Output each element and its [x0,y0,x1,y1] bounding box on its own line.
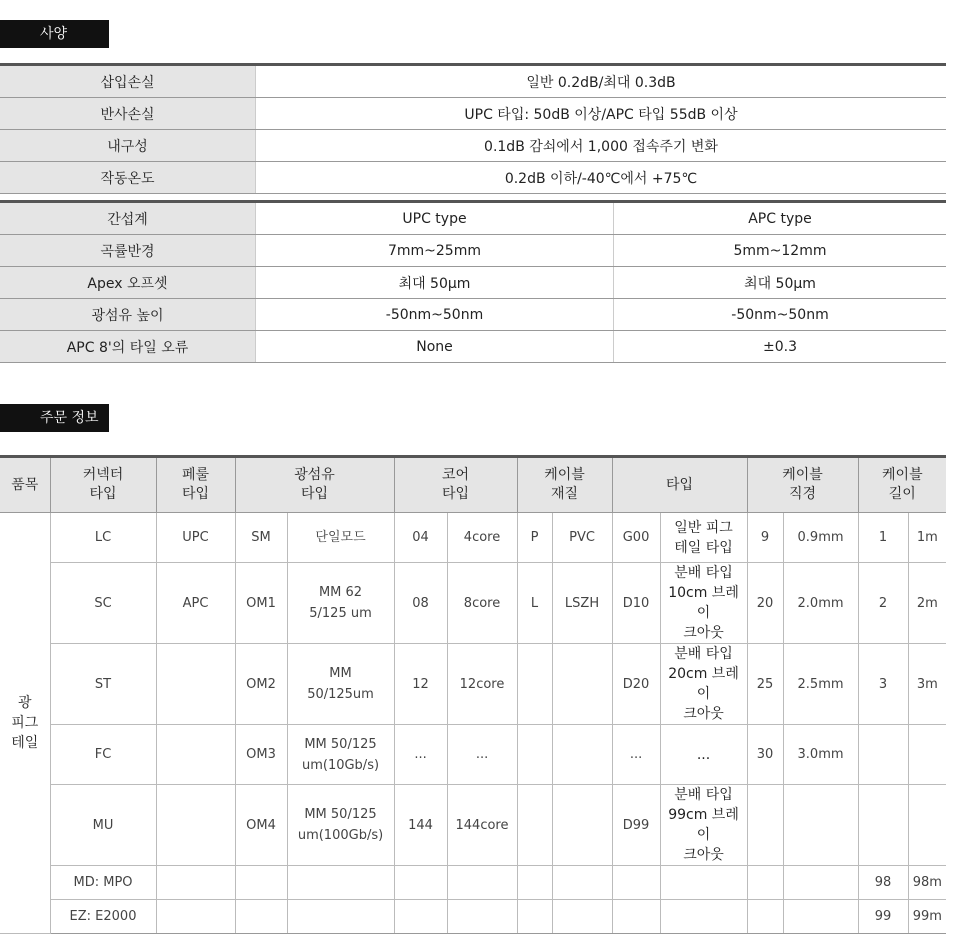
spec-row [0,162,946,194]
cell-len-name [908,866,946,900]
cell-len-name [908,785,946,866]
cell-text: APC [182,595,209,611]
cell-fiber-code [235,563,287,644]
cell-core-name [447,725,517,785]
cell-dia-code [747,644,783,725]
cell-mat-code [517,900,552,934]
cell-text: 99m [912,909,942,924]
cell-connector [50,513,156,563]
cell-core-code [394,563,447,644]
cell-text: 3.0mm [797,747,844,762]
spec-row [0,299,946,331]
cell-fiber-name [287,785,394,866]
cell-text: SM [251,530,271,545]
cell-text: 9 [760,530,770,545]
cell-type-name [660,866,747,900]
spec-label: 내구성 [0,130,256,162]
cell-text: MM 62 5/125 um [309,585,372,621]
cell-type-name [660,563,747,644]
cell-ferrule [156,644,235,725]
cell-len-code [858,866,908,900]
order-row [0,513,946,563]
cell-dia-code [747,900,783,934]
cell-text: 12core [459,676,505,692]
cell-dia-code [747,563,783,644]
cell-ferrule [156,725,235,785]
cell-len-name [908,563,946,644]
cell-dia-name [783,644,858,725]
cell-type-code [612,644,660,725]
cell-text: 30 [756,747,774,762]
cell-text: 3 [878,676,888,692]
spec-upc-value: 최대 50μm [256,267,614,299]
spec-row [0,98,946,130]
header-material: 케이블 재질 [517,457,612,513]
order-row [0,866,946,900]
cell-core-code [394,725,447,785]
cell-ferrule [156,513,235,563]
cell-core-name [447,900,517,934]
cell-text: 일반 피그 테일 타입 [674,519,733,556]
spec-table-interferometer [0,200,946,363]
cell-text: D20 [622,676,650,692]
cell-dia-code [747,785,783,866]
cell-type-code [612,866,660,900]
cell-text: MM 50/125 um(10Gb/s) [301,736,380,773]
spec-upc-value: UPC type [256,202,614,235]
cell-text: 3m [916,676,938,692]
cell-text: ... [629,747,643,762]
spec-label: 간섭계 [0,202,256,235]
spec-value: 0.1dB 감쇠에서 1,000 접속주기 변화 [256,130,947,162]
spec-upc-value: 7mm~25mm [256,235,614,267]
cell-ferrule [156,900,235,934]
cell-core-name [447,785,517,866]
cell-fiber-code [235,644,287,725]
cell-connector [50,866,156,900]
cell-text: ST [94,676,112,692]
cell-fiber-name [287,644,394,725]
cell-type-name [660,900,747,934]
cell-mat-name [552,563,612,644]
cell-mat-code [517,644,552,725]
cell-core-name [447,866,517,900]
order-section-title: 주문 정보 [0,404,109,432]
cell-text: 98 [874,875,892,890]
cell-fiber-name [287,866,394,900]
cell-text: EZ: E2000 [69,909,137,924]
order-row [0,725,946,785]
spec-section-title: 사양 [0,20,109,48]
cell-core-code [394,513,447,563]
cell-text: D99 [622,817,650,833]
header-ferrule: 페룰 타입 [156,457,235,513]
cell-len-code [858,725,908,785]
cell-text: SC [94,595,112,611]
cell-text: OM1 [246,595,276,611]
cell-fiber-code [235,513,287,563]
cell-mat-code [517,785,552,866]
spec-apc-value: 5mm~12mm [614,235,947,267]
cell-connector [50,785,156,866]
cell-text: 20 [756,595,774,611]
cell-dia-name [783,725,858,785]
cell-text: D10 [622,595,650,611]
cell-text: ... [696,746,711,763]
cell-text: 2m [916,595,938,611]
cell-text: 144 [408,817,433,833]
cell-mat-code [517,866,552,900]
cell-text: ... [414,747,427,762]
cell-dia-name [783,785,858,866]
cell-text: MM 50/125um [307,666,374,702]
cell-text: ... [475,747,489,762]
spec-label: Apex 오프셋 [0,267,256,299]
order-row [0,644,946,725]
cell-dia-name [783,513,858,563]
cell-connector [50,725,156,785]
cell-text: 4core [463,530,501,545]
cell-text: 08 [412,595,429,611]
cell-fiber-name [287,725,394,785]
header-product: 품목 [0,457,50,513]
spec-row [0,65,946,98]
cell-dia-code [747,513,783,563]
cell-text: 99 [874,909,892,924]
cell-text: L [530,595,539,611]
cell-text: LC [94,530,112,545]
cell-type-code [612,563,660,644]
cell-text: 8core [463,595,501,611]
spec-label: 곡률반경 [0,235,256,267]
cell-fiber-code [235,866,287,900]
cell-len-name [908,725,946,785]
cell-len-code [858,563,908,644]
cell-mat-name [552,644,612,725]
spec-label: 광섬유 높이 [0,299,256,331]
cell-len-name [908,513,946,563]
cell-mat-name [552,900,612,934]
cell-text: 1m [916,530,938,545]
spec-row [0,130,946,162]
cell-type-code [612,513,660,563]
cell-mat-name [552,513,612,563]
spec-label: 반사손실 [0,98,256,130]
spec-row [0,235,946,267]
cell-len-name [908,900,946,934]
header-type: 타입 [612,457,747,513]
cell-fiber-name [287,513,394,563]
cell-text: 144core [455,817,509,833]
cell-text: 04 [412,530,429,545]
cell-dia-name [783,563,858,644]
header-fiber: 광섬유 타입 [235,457,394,513]
cell-fiber-code [235,725,287,785]
cell-core-code [394,785,447,866]
spec-apc-value: 최대 50μm [614,267,947,299]
cell-dia-code [747,866,783,900]
cell-mat-name [552,866,612,900]
cell-text: PVC [569,530,595,545]
cell-text: 단일모드 [315,530,366,545]
cell-mat-code [517,725,552,785]
cell-text: 1 [878,530,888,545]
cell-type-code [612,785,660,866]
cell-text: 12 [412,676,429,692]
spec-apc-value: ±0.3 [614,331,947,363]
cell-dia-name [783,900,858,934]
cell-text: 분배 타입 20cm 브레이 크아웃 [668,646,739,722]
header-core: 코어 타입 [394,457,517,513]
spec-apc-value: APC type [614,202,947,235]
cell-text: FC [94,747,112,762]
cell-text: G00 [622,530,650,545]
cell-text: 2.5mm [797,676,844,692]
cell-fiber-name [287,900,394,934]
cell-core-code [394,900,447,934]
cell-connector [50,563,156,644]
cell-text: MD: MPO [73,875,133,890]
cell-connector [50,644,156,725]
cell-core-code [394,644,447,725]
cell-fiber-code [235,900,287,934]
cell-text: MU [92,817,114,833]
cell-text: UPC [182,530,209,545]
header-diameter: 케이블 직경 [747,457,858,513]
header-connector: 커넥터 타입 [50,457,156,513]
cell-text: 분배 타입 99cm 브레이 크아웃 [668,787,739,863]
cell-len-code [858,644,908,725]
spec-upc-value: None [256,331,614,363]
cell-type-name [660,644,747,725]
cell-text: 2.0mm [797,595,844,611]
order-row [0,563,946,644]
cell-ferrule [156,785,235,866]
cell-len-code [858,513,908,563]
order-info-table [0,455,946,934]
cell-ferrule [156,563,235,644]
cell-core-code [394,866,447,900]
spec-upc-value: -50nm~50nm [256,299,614,331]
cell-text: 2 [878,595,888,611]
spec-row [0,331,946,363]
cell-text: 분배 타입 10cm 브레이 크아웃 [668,565,739,641]
product-name [0,513,50,934]
product-name-text: 광 피그 테일 [11,695,39,751]
cell-type-code [612,900,660,934]
cell-len-code [858,785,908,866]
cell-type-name [660,725,747,785]
spec-label: 작동온도 [0,162,256,194]
cell-core-name [447,513,517,563]
cell-text: OM4 [246,817,276,833]
cell-mat-code [517,563,552,644]
cell-fiber-code [235,785,287,866]
cell-len-code [858,900,908,934]
cell-len-name [908,644,946,725]
cell-text: 25 [756,676,774,692]
spec-table-basic [0,63,946,194]
cell-mat-name [552,725,612,785]
cell-type-name [660,785,747,866]
cell-text: LSZH [564,595,600,611]
spec-label: APC 8'의 타일 오류 [0,331,256,363]
cell-text: OM3 [246,747,276,762]
cell-text: 98m [912,875,942,890]
order-row [0,900,946,934]
cell-fiber-name [287,563,394,644]
spec-row [0,202,946,235]
spec-label: 삽입손실 [0,65,256,98]
cell-text: OM2 [246,676,276,692]
spec-value: 0.2dB 이하/-40℃에서 +75℃ [256,162,947,194]
cell-mat-name [552,785,612,866]
order-header-row [0,457,946,513]
cell-core-name [447,644,517,725]
cell-dia-name [783,866,858,900]
cell-text: MM 50/125 um(100Gb/s) [297,807,384,843]
cell-core-name [447,563,517,644]
spec-apc-value: -50nm~50nm [614,299,947,331]
cell-connector [50,900,156,934]
cell-text: 0.9mm [797,530,844,545]
cell-text: P [530,530,539,545]
cell-dia-code [747,725,783,785]
spec-row [0,267,946,299]
cell-ferrule [156,866,235,900]
cell-type-name [660,513,747,563]
spec-value: UPC 타입: 50dB 이상/APC 타입 55dB 이상 [256,98,947,130]
cell-mat-code [517,513,552,563]
order-row [0,785,946,866]
header-length: 케이블 길이 [858,457,946,513]
cell-type-code [612,725,660,785]
spec-value: 일반 0.2dB/최대 0.3dB [256,65,947,98]
